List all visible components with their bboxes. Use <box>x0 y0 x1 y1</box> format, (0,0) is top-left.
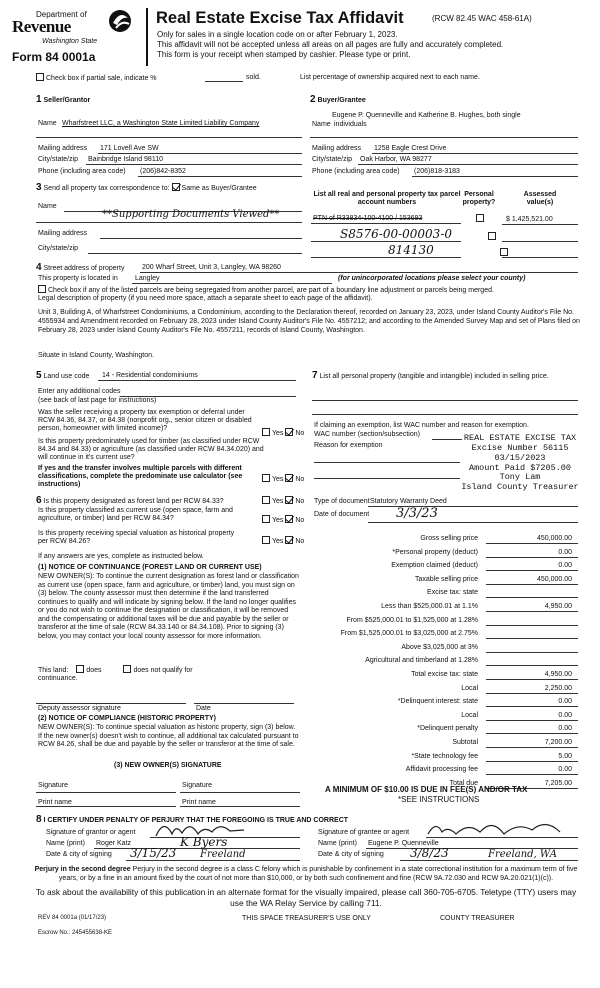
parcel-number-2[interactable]: S8576-00-00003-0 <box>340 227 453 241</box>
tax-value-17[interactable]: 0.00 <box>558 766 572 774</box>
tax-value-3[interactable]: 450,000.00 <box>536 575 572 583</box>
tax-value-16[interactable]: 5.00 <box>558 752 572 760</box>
tax-label-13: Local <box>461 711 478 719</box>
grantee-name[interactable]: Eugene P. Quenneville <box>368 840 439 847</box>
tax-value-15[interactable]: 7,200.00 <box>544 739 572 746</box>
grantee-sig-label: Signature of grantee or agent <box>318 829 410 836</box>
continuance-label: continuance. <box>38 675 78 682</box>
dept-line2: Revenue <box>12 17 71 36</box>
tax-value-11[interactable]: 2,250.00 <box>544 684 572 692</box>
forest-no-checkbox[interactable] <box>285 496 293 504</box>
tax-label-17: Affidavit processing fee <box>405 766 478 774</box>
historic-yes-checkbox[interactable] <box>262 536 270 544</box>
partial-sale-label: Check box if partial sale, indicate % <box>46 75 157 82</box>
section3-blank-line <box>36 222 302 223</box>
tax-value-line-10 <box>486 679 578 680</box>
revenue-logo <box>12 8 130 50</box>
tax-label-0: Gross selling price <box>420 535 478 542</box>
buyer-phone-line <box>412 176 578 177</box>
tax-value-0[interactable]: 450,000.00 <box>536 535 572 542</box>
parcel-number-1[interactable]: PTN of R33834-100-4100 / 153693 <box>313 215 423 222</box>
parcel-personal-checkbox-1[interactable] <box>476 214 484 222</box>
parcel-line-3 <box>311 257 461 258</box>
grantor-date[interactable]: 3/15/23 <box>130 846 177 860</box>
timber-yes-checkbox[interactable] <box>262 474 270 482</box>
located-value[interactable]: Langley <box>135 275 160 282</box>
current-use-yes-no: Yes No <box>262 515 304 525</box>
buyer-mail-label: Mailing address <box>312 145 362 152</box>
doc-date-line <box>368 522 578 523</box>
does-checkbox[interactable] <box>76 665 84 673</box>
parcel-value-line-2 <box>502 241 578 242</box>
section6-q3: Is this property receiving special valuation as historical property per RCW 84.26? <box>38 530 235 546</box>
footer-county: COUNTY TREASURER <box>440 915 515 922</box>
header-divider <box>146 8 148 66</box>
seller-name-label: Name <box>38 120 57 127</box>
seller-phone-line <box>138 176 302 177</box>
tax-value-line-8 <box>486 652 578 653</box>
owner-signature-2[interactable] <box>180 792 300 793</box>
seller-phone[interactable]: (206)842-8352 <box>140 168 186 175</box>
exemption-yes-checkbox[interactable] <box>262 428 270 436</box>
personal-property-line-2[interactable] <box>312 414 578 415</box>
footer-treasurer: THIS SPACE TREASURER'S USE ONLY <box>242 915 371 922</box>
tax-value-line-9 <box>486 665 578 666</box>
parcel-header-assessed: Assessed value(s) <box>523 191 557 207</box>
doc-date-label: Date of document <box>314 511 370 518</box>
seller-city-line <box>86 164 302 165</box>
exemption-no-checkbox[interactable] <box>285 428 293 436</box>
parcel-line-2 <box>311 241 461 242</box>
stamp-line4: Amount Paid $7205.00 <box>468 462 572 473</box>
tax-value-line-15 <box>486 747 578 748</box>
section3-city-label: City/state/zip <box>38 245 79 252</box>
grantee-date[interactable]: 3/8/23 <box>410 846 449 860</box>
tax-label-7: From $1,525,000.01 to $3,025,000 at 2.75% <box>340 630 478 638</box>
buyer-city[interactable]: Oak Harbor, WA 98277 <box>360 156 432 163</box>
dept-line1: Department of <box>36 10 87 19</box>
parcel-header-personal: Personal property? <box>462 191 496 207</box>
tax-label-16: *State technology fee <box>411 752 478 760</box>
segregated-checkbox[interactable] <box>38 285 46 293</box>
doc-type[interactable]: Statutory Warranty Deed <box>370 498 447 505</box>
buyer-mail-line <box>372 153 578 154</box>
owner-signature-1[interactable] <box>36 792 176 793</box>
deputy-date-field[interactable] <box>194 703 294 704</box>
doc-type-label: Type of document <box>314 498 370 505</box>
current-use-no-checkbox[interactable] <box>285 515 293 523</box>
section3-mail-field[interactable] <box>100 238 302 239</box>
tax-value-line-14 <box>486 733 578 734</box>
parcel-header-list: List all real and personal property tax parcel account numbers <box>313 191 461 207</box>
forest-yes-no: Yes No <box>262 496 304 506</box>
tax-label-10: Total excise tax: state <box>411 671 478 678</box>
land-use-dropdown[interactable] <box>98 380 296 381</box>
segregated-row <box>38 285 494 295</box>
dept-line3: Washington State <box>42 38 98 45</box>
minimum-line2: *SEE INSTRUCTIONS <box>398 795 480 804</box>
section5-label: Land use code <box>43 373 90 380</box>
alt-format-text: To ask about the availability of this publication in an alternate format for the visually impaired, please call 360-705-6705. Teletype (TTY) users may use the WA Relay Service by calling 711. <box>35 887 577 908</box>
footer-escrow: Escrow No.: 245455638-KE <box>38 930 113 936</box>
partial-sale-sold: sold. <box>246 74 261 81</box>
located-dropdown[interactable] <box>132 283 332 284</box>
buyer-phone[interactable]: (206)818-3183 <box>414 168 460 175</box>
timber-yes-no: Yes No <box>262 474 304 484</box>
buyer-city-line <box>358 164 578 165</box>
tax-label-4: Excise tax: state <box>427 589 478 597</box>
uninc-note: (for unincorporated locations please select your county) <box>338 275 526 282</box>
tax-value-line-6 <box>486 625 578 626</box>
owner-sig-label-2: Signature <box>182 782 212 789</box>
forest-yes-checkbox[interactable] <box>262 496 270 504</box>
tax-label-9: Agricultural and timberland at 1.28% <box>365 657 478 665</box>
grantor-city[interactable]: Freeland <box>200 849 246 860</box>
seller-phone-label: Phone (including area code) <box>38 168 126 175</box>
tax-label-6: From $525,000.01 to $1,525,000 at 1.28% <box>346 616 478 624</box>
tax-value-line-11 <box>486 693 578 694</box>
buyer-name-rule <box>310 137 578 138</box>
grantee-date-line <box>400 860 578 861</box>
section4-row: 4 Street address of property <box>36 262 125 273</box>
tax-label-2: Exemption claimed (deduct) <box>391 562 478 570</box>
grantee-name-label: Name (print) <box>318 840 357 847</box>
section3-mail-label: Mailing address <box>38 230 88 237</box>
timber-no-checkbox[interactable] <box>285 474 293 482</box>
legal-description[interactable]: Unit 3, Building A, of Wharfstreet Condominiums, a Condominium, according to the Declaration thereof, recorded on January 23, 2023, under Island County Auditor's File No. 4555934 and Amendment recorded on February 28, 2023 under Island County Auditor's File No. 4557212; and according to the Amended Survey Map and set of Plans filed on February 28, 2023 under Island County Auditor's File No. 4557211, records of Island County, Washington. <box>38 309 580 335</box>
section6-q1: 6 Is this property designated as forest land per RCW 84.33? <box>36 495 224 506</box>
partial-sale-percent-field[interactable] <box>205 81 243 82</box>
stamp-line5: Tony Lam <box>499 472 541 483</box>
treasurer-stamp <box>460 434 580 493</box>
tax-label-11: Local <box>461 684 478 692</box>
instruction-3: This form is your receipt when stamped by cashier. Please type or print. <box>157 50 411 59</box>
tax-value-line-5 <box>486 611 578 612</box>
seller-city-label: City/state/zip <box>38 156 79 163</box>
exemption-question: Was the seller receiving a property tax exemption or deferral under RCW 84.36, 84.37, or 84.38 (nonprofit org., senior citizen or disabled person, homeowner with limited income)? <box>38 409 252 433</box>
parcel-personal-checkbox-3[interactable] <box>500 248 508 256</box>
wa-logo-icon <box>108 8 132 38</box>
notice1-text: NEW OWNER(S): To continue the current designation as forest land or classification as current use (open space, farm and agriculture, or timber) land, you must sign on (3) below. The county assessor must then determine if the land transferred continues to qualify and will indicate by signing below. If the land no longer qualifies or you do not wish to continue the designation or classification, it will be removed and the compensating or additional taxes will be due and payable by the seller or transferor at the time of sale (RCW 84.33.140 or 84.34.108). Prior to signing (3) below, you may contact your local county assessor for more information. <box>38 573 299 640</box>
tax-value-line-0 <box>486 543 578 544</box>
section8-row: 8 I CERTIFY UNDER PENALTY OF PERJURY THAT THE FOREGOING IS TRUE AND CORRECT <box>36 814 349 825</box>
ifany-text: If any answers are yes, complete as instructed below. <box>38 553 204 560</box>
tax-value-line-13 <box>486 720 578 721</box>
seller-name-line <box>36 137 302 138</box>
footer-rev: REV 84 0001a (01/17/23) <box>38 915 107 921</box>
perjury-body: Perjury in the second degree is a class C felony which is punishable by confinement in a state correctional institution for a maximum term of five years, or by a fine in an amount fixed by the court of not more than $10,000, or by both such confinement and fine (RCW 9A.72.030 and RCW 9A.20.021(1)(c)). <box>58 866 578 882</box>
tax-value-line-16 <box>486 761 578 762</box>
grantor-date-line <box>126 860 300 861</box>
tax-value-line-12 <box>486 706 578 707</box>
tax-label-14: *Delinquent penalty <box>417 725 478 733</box>
parcel-personal-checkbox-2[interactable] <box>488 232 496 240</box>
form-title: Real Estate Excise Tax Affidavit <box>156 9 404 27</box>
tax-value-line-7 <box>486 638 578 639</box>
land-use-code[interactable]: 14 - Residential condominiums <box>102 372 198 379</box>
perjury-text: Perjury in the second degree Perjury in the second degree is a class C felony which is punishable by confinement in a state correctional institution for a maximum term of five years, or by a fine in an amount fixed by the court of not more than $10,000, or by both such confinement and fine (RCW 9A.72.030 and RCW 9A.20.021(1)(c)). <box>34 866 578 882</box>
buyer-city-label: City/state/zip <box>312 156 353 163</box>
deputy-date-label: Date <box>196 705 211 712</box>
this-land-row: This land: does does not qualify for <box>38 667 193 674</box>
buyer-mail[interactable]: 1258 Eagle Crest Drive <box>374 145 447 152</box>
tax-label-12: *Delinquent interest: state <box>397 698 478 706</box>
grantee-city[interactable]: Freeland, WA <box>488 849 557 860</box>
property-address-line <box>140 272 578 273</box>
section3-name-label: Name <box>38 203 57 210</box>
wac-field[interactable] <box>432 439 462 440</box>
seller-name[interactable]: Wharfstreet LLC, a Washington State Limited Liability Company <box>62 120 260 127</box>
tax-label-3: Taxable selling price <box>414 575 478 583</box>
notice3-title: (3) NEW OWNER(S) SIGNATURE <box>114 762 222 769</box>
tax-value-line-17 <box>486 774 578 775</box>
ownership-note: List percentage of ownership acquired next to each name. <box>300 74 480 81</box>
parcel-line-1 <box>311 223 461 224</box>
section1-heading: 1 Seller/Grantor <box>36 94 91 105</box>
grantee-date-label: Date & city of signing <box>318 851 384 858</box>
tax-value-18[interactable]: 7,205.00 <box>544 779 572 787</box>
historic-no-checkbox[interactable] <box>285 536 293 544</box>
seller-city[interactable]: Bainbridge Island 98110 <box>88 156 163 163</box>
tax-value-13[interactable]: 0.00 <box>558 711 572 719</box>
notice1-title: (1) NOTICE OF CONTINUANCE (FOREST LAND OR CURRENT USE) <box>38 564 262 571</box>
stamp-line1: REAL ESTATE EXCISE TAX <box>463 433 577 443</box>
grantor-date-label: Date & city of signing <box>46 851 112 858</box>
section7-label: List all personal property (tangible and intangible) included in selling price. <box>319 373 549 380</box>
grantor-initials: K Byers <box>180 835 228 849</box>
deputy-signature-field[interactable] <box>36 703 186 704</box>
section7-row: 7 List all personal property (tangible and intangible) included in selling price. <box>312 370 549 381</box>
does-not-checkbox[interactable] <box>123 665 131 673</box>
legal-label: Legal description of property (if you need more space, attach a separate sheet to each page of the affidavit). <box>38 295 373 302</box>
wac-label: WAC number (section/subsection) <box>314 431 420 438</box>
owner-sig-label-1: Signature <box>38 782 68 789</box>
buyer-name-line1[interactable]: Eugene P. Quenneville and Katherine B. Hughes, both single <box>332 112 521 119</box>
located-label: This property is located in <box>38 275 118 282</box>
reason-label: Reason for exemption <box>314 442 383 449</box>
buyer-phone-label: Phone (including area code) <box>312 168 400 175</box>
stamp-line2: Excise Number 56115 <box>471 442 569 453</box>
tax-label-18: Total due <box>449 779 478 787</box>
certify-text: I CERTIFY UNDER PENALTY OF PERJURY THAT THE FOREGOING IS TRUE AND CORRECT <box>43 817 349 824</box>
stamp-line6: Island County Treasurer <box>461 482 579 493</box>
grantor-sig-label: Signature of grantor or agent <box>46 829 136 836</box>
notice2-text: NEW OWNER(S): To continue special valuation as historic property, sign (3) below. If the new owner(s) doesn't wish to continue, all additional tax calculated pursuant to RCW 84.26, shall be due and payable by the seller or transferor at the time of sale. <box>38 724 299 749</box>
situate-text[interactable]: Situate in Island County, Washington. <box>38 352 154 359</box>
supporting-docs-stamp: **Supporting Documents Viewed** <box>102 209 280 220</box>
section6-q2: Is this property classified as current use (open space, farm and agriculture, or timber) land per RCW 84.34? <box>38 507 233 523</box>
tax-value-5[interactable]: 4,950.00 <box>544 603 572 610</box>
doc-date[interactable]: 3/3/23 <box>396 506 438 521</box>
parcel-value-line-1 <box>502 224 578 225</box>
section3-city-field[interactable] <box>88 253 302 254</box>
current-use-yes-checkbox[interactable] <box>262 515 270 523</box>
property-address[interactable]: 200 Wharf Street, Unit 3, Langley, WA 98260 <box>142 264 281 271</box>
timber-question: Is this property predominately used for timber (as classified under RCW 84.34 and 84.33) or agriculture (as classified under RCW 84.34.020) and will continue in it's current use? <box>38 438 264 462</box>
minimum-line1: A MINIMUM OF $10.00 IS DUE IN FEE(S) AND/OR TAX <box>325 785 528 794</box>
notice2-title: (2) NOTICE OF COMPLIANCE (HISTORIC PROPERTY) <box>38 715 216 722</box>
instruction-2: This affidavit will not be accepted unless all areas on all pages are fully and accurately completed. <box>157 40 504 49</box>
parcel-number-3[interactable]: 814130 <box>388 243 434 257</box>
form-rcw: (RCW 82.45 WAC 458-61A) <box>432 14 532 23</box>
section3-label: Send all property tax correspondence to: <box>43 185 170 192</box>
stamp-line3: 03/15/2023 <box>494 452 546 463</box>
tax-value-1[interactable]: 0.00 <box>558 548 572 556</box>
same-as-buyer-label: Same as Buyer/Grantee <box>181 185 257 192</box>
parcel-assessed-1[interactable]: $ 1,425,521.00 <box>506 216 553 223</box>
seller-mail[interactable]: 171 Lovell Ave SW <box>100 145 159 152</box>
grantor-name-label: Name (print) <box>46 840 85 847</box>
form-number: Form 84 0001a <box>12 50 96 64</box>
tax-value-line-4 <box>486 597 578 598</box>
historic-yes-no: Yes No <box>262 536 304 546</box>
seller-mail-line <box>98 153 302 154</box>
exemption-claim-text: If claiming an exemption, list WAC number and reason for exemption. <box>314 422 529 429</box>
section4-label: Street address of property <box>43 265 125 272</box>
deputy-label: Deputy assessor signature <box>38 705 121 712</box>
tax-value-line-2 <box>486 570 578 571</box>
same-as-buyer-checkbox[interactable] <box>172 183 180 191</box>
reason-field-1[interactable] <box>314 462 460 463</box>
tax-value-line-3 <box>486 584 578 585</box>
seller-mail-label: Mailing address <box>38 145 88 152</box>
tax-value-12[interactable]: 0.00 <box>558 698 572 706</box>
additional-codes-note: (see back of last page for instructions) <box>38 397 157 404</box>
owner-print-label-2: Print name <box>182 799 216 806</box>
section2-heading: 2 Buyer/Grantee <box>310 94 366 105</box>
reason-field-2[interactable] <box>314 478 460 479</box>
additional-codes-label: Enter any additional codes <box>38 388 121 395</box>
instruction-1: Only for sales in a single location code on or after February 1, 2023. <box>157 30 398 39</box>
tax-label-15: Subtotal <box>452 739 478 746</box>
buyer-name-label: Name <box>312 121 331 128</box>
section3-row: 3 Send all property tax correspondence to: Same as Buyer/Grantee <box>36 182 257 193</box>
tax-value-2[interactable]: 0.00 <box>558 562 572 570</box>
grantee-signature-image <box>420 816 580 844</box>
segregated-label: Check box if any of the listed parcels are being segregated from another parcel, are part of a boundary line adjustment or parcels being merged. <box>48 287 494 294</box>
grantor-name[interactable]: Roger Katz <box>96 840 132 847</box>
tax-value-14[interactable]: 0.00 <box>558 725 572 733</box>
tax-value-line-1 <box>486 557 578 558</box>
tax-label-5: Less than $525,000.01 at 1.1% <box>381 603 478 610</box>
tax-label-1: *Personal property (deduct) <box>392 548 478 556</box>
section5-row: 5 Land use code <box>36 370 90 381</box>
personal-property-line-1[interactable] <box>312 400 578 401</box>
partial-sale-checkbox[interactable] <box>36 73 44 81</box>
exemption-yes-no: Yes No <box>262 428 304 438</box>
partial-sale-row <box>36 73 157 83</box>
owner-print-label-1: Print name <box>38 799 72 806</box>
buyer-name-line2[interactable]: individuals <box>334 121 367 128</box>
tax-value-10[interactable]: 4,950.00 <box>544 671 572 678</box>
timber-question-bold: If yes and the transfer involves multiple parcels with different classifications, complete the predominate use calculator (see instructions) <box>38 465 243 489</box>
parcel-value-line-3 <box>502 257 578 258</box>
tax-label-8: Above $3,025,000 at 3% <box>401 643 478 651</box>
